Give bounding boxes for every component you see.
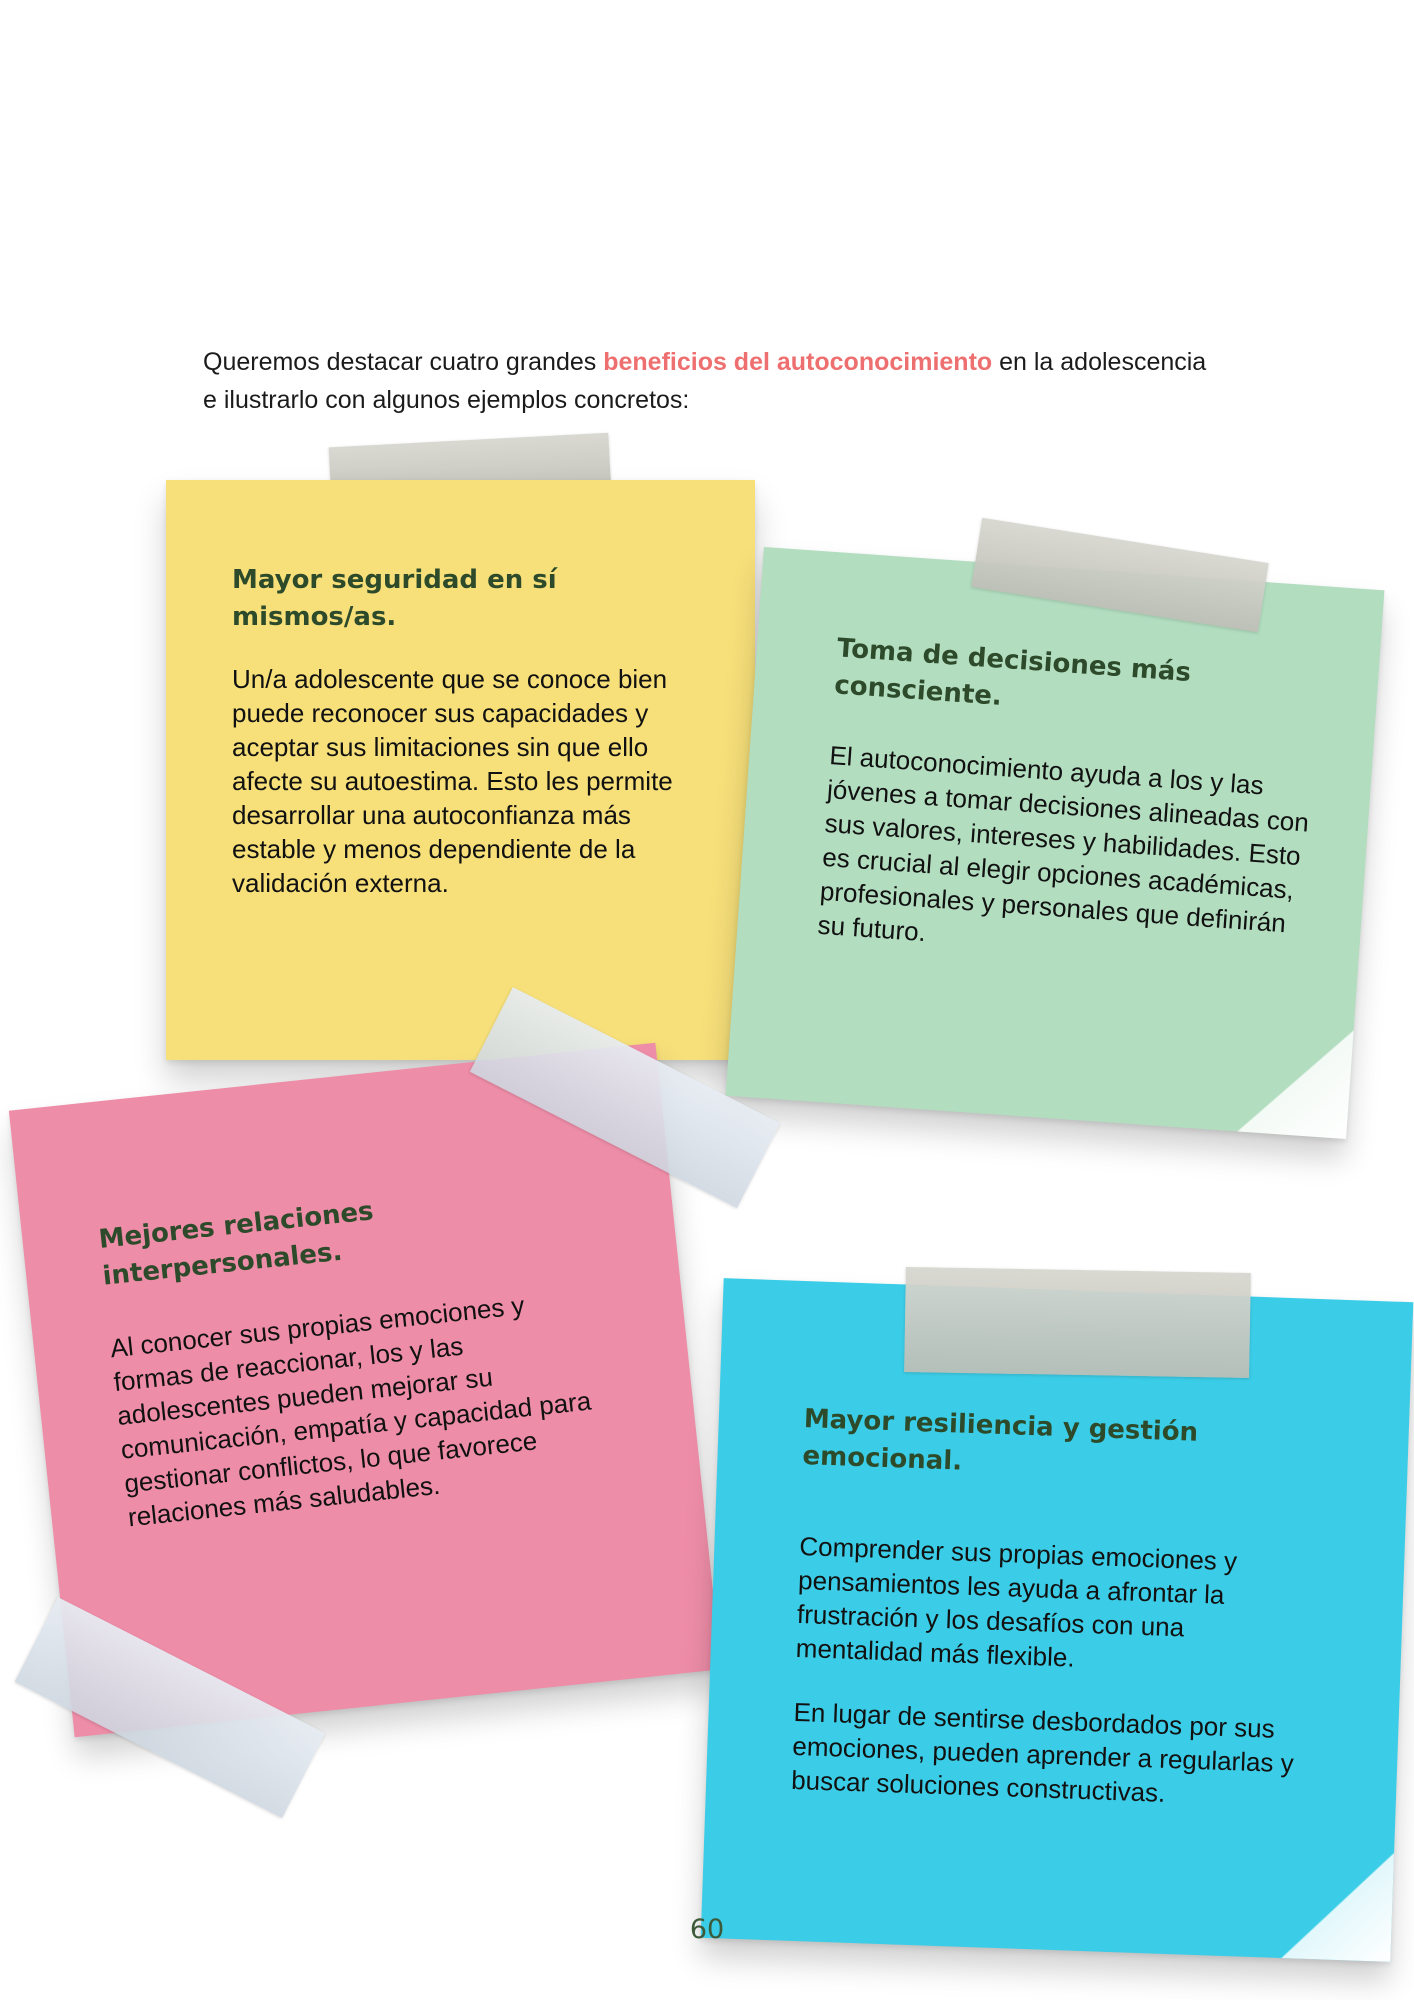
intro-text-after: en la adolescencia e ilustrarlo con algunos ejemplos concretos:: [203, 348, 1207, 414]
sticky-note-decisions: [726, 547, 1385, 1139]
note-title: Mayor seguridad en sí mismos/as.: [232, 565, 557, 632]
page-curl: [1236, 1022, 1353, 1139]
page-number: 60: [689, 1914, 725, 1945]
note-body: El autoconocimiento ayuda a los y las jóvenes a tomar decisiones alineadas con sus valores, intereses y habilidades. Esto es crucial al elegir opciones académicas, profesionales y personales que definirán su futuro.: [816, 740, 1310, 948]
sticky-note-self-confidence: [166, 480, 755, 1060]
tape-strip: [904, 1267, 1251, 1378]
note-title: Mayor resiliencia y gestión emocional.: [802, 1404, 1199, 1477]
intro-text-before: Queremos destacar cuatro grandes: [203, 348, 604, 376]
note-title: Toma de decisiones más consciente.: [833, 633, 1192, 712]
intro-paragraph: [203, 343, 1218, 419]
note-body: Al conocer sus propias emociones y formas de reaccionar, los y las adolescentes pueden mejorar su comunicación, empatía y capacidad para gestionar conflictos, lo que favorece relaciones más saludables.: [108, 1289, 593, 1533]
note-content: [232, 562, 702, 900]
intro-highlight: beneficios del autoconocimiento: [603, 348, 993, 376]
note-title: Mejores relaciones interpersonales.: [97, 1196, 375, 1292]
note-body: Un/a adolescente que se conoce bien puede reconocer sus capacidades y aceptar sus limitaciones sin que ello afecte su autoestima. Esto les permite desarrollar una autoconfianza más estable y menos dependiente de la validación externa.: [232, 664, 673, 898]
note-body-second: En lugar de sentirse desbordados por sus emociones, pueden aprender a regularlas y buscar soluciones constructivas.: [790, 1696, 1295, 1808]
note-body: Comprender sus propias emociones y pensamientos les ayuda a afrontar la frustración y los desafíos con una mentalidad más flexible.: [795, 1530, 1238, 1673]
note-content: [791, 1401, 1325, 1815]
sticky-note-resilience: [701, 1278, 1414, 1962]
note-content: [817, 630, 1328, 975]
note-content: [97, 1170, 627, 1535]
